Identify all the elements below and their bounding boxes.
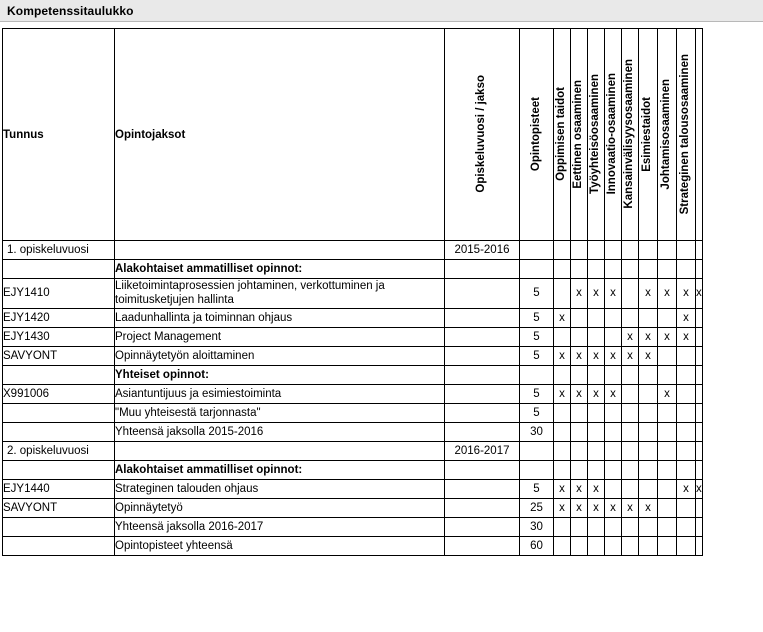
header-col-label: Innovaatio-osaaminen bbox=[606, 73, 619, 195]
cell-code: EJY1430 bbox=[3, 327, 115, 346]
header-col-label: Esimiestaidot bbox=[641, 96, 654, 172]
cell-competence-mark: x bbox=[588, 346, 605, 365]
cell-competence-mark bbox=[554, 460, 571, 479]
cell-name: Alakohtaiset ammatilliset opinnot: bbox=[115, 460, 445, 479]
cell-competence-mark bbox=[554, 365, 571, 384]
cell-competence-mark: x bbox=[639, 327, 658, 346]
cell-code: EJY1420 bbox=[3, 308, 115, 327]
cell-competence-mark bbox=[696, 327, 703, 346]
cell-competence-mark bbox=[677, 365, 696, 384]
cell-competence-mark bbox=[622, 460, 639, 479]
cell-name: Asiantuntijuus ja esimiestoiminta bbox=[115, 384, 445, 403]
header-col-label: Työyhteisöosaaminen bbox=[589, 74, 602, 194]
cell-jakso bbox=[445, 479, 520, 498]
cell-competence-mark bbox=[658, 403, 677, 422]
cell-competence-mark bbox=[605, 403, 622, 422]
cell-competence-mark bbox=[639, 517, 658, 536]
cell-competence-mark bbox=[639, 479, 658, 498]
cell-competence-mark bbox=[696, 241, 703, 260]
cell-competence-mark: x bbox=[588, 498, 605, 517]
cell-competence-mark bbox=[571, 241, 588, 260]
cell-competence-mark bbox=[605, 260, 622, 279]
cell-competence-mark bbox=[571, 460, 588, 479]
cell-competence-mark bbox=[554, 441, 571, 460]
cell-name: Yhteensä jaksolla 2016-2017 bbox=[115, 517, 445, 536]
table-row bbox=[3, 279, 703, 309]
cell-name: Opintopisteet yhteensä bbox=[115, 536, 445, 555]
header-col-label: Oppimisen taidot bbox=[555, 87, 568, 181]
table-row bbox=[3, 498, 703, 517]
table-row bbox=[3, 536, 703, 555]
cell-competence-mark bbox=[658, 346, 677, 365]
cell-competence-mark bbox=[588, 536, 605, 555]
cell-competence-mark bbox=[605, 308, 622, 327]
cell-competence-mark bbox=[677, 422, 696, 441]
header-jakso bbox=[445, 29, 520, 241]
table-head bbox=[3, 29, 703, 241]
header-col-johtamisosaaminen bbox=[658, 29, 677, 241]
cell-code: EJY1440 bbox=[3, 479, 115, 498]
table-row bbox=[3, 460, 703, 479]
cell-competence-mark bbox=[588, 517, 605, 536]
cell-competence-mark: x bbox=[605, 384, 622, 403]
table-row bbox=[3, 479, 703, 498]
header-col-esimiestaidot bbox=[639, 29, 658, 241]
cell-competence-mark bbox=[696, 441, 703, 460]
cell-credits: 5 bbox=[520, 403, 554, 422]
cell-competence-mark bbox=[696, 346, 703, 365]
cell-jakso bbox=[445, 327, 520, 346]
cell-competence-mark bbox=[571, 308, 588, 327]
cell-competence-mark: x bbox=[677, 479, 696, 498]
table-row bbox=[3, 327, 703, 346]
cell-competence-mark bbox=[554, 327, 571, 346]
cell-competence-mark bbox=[588, 260, 605, 279]
cell-jakso bbox=[445, 384, 520, 403]
cell-jakso bbox=[445, 403, 520, 422]
cell-competence-mark: x bbox=[571, 498, 588, 517]
cell-competence-mark: x bbox=[554, 308, 571, 327]
cell-code: SAVYONT bbox=[3, 498, 115, 517]
cell-competence-mark bbox=[605, 441, 622, 460]
cell-credits bbox=[520, 260, 554, 279]
cell-credits: 5 bbox=[520, 479, 554, 498]
cell-competence-mark bbox=[658, 498, 677, 517]
cell-jakso: 2015-2016 bbox=[445, 241, 520, 260]
header-col-innovaatio-osaaminen bbox=[605, 29, 622, 241]
cell-competence-mark: x bbox=[588, 384, 605, 403]
cell-competence-mark bbox=[696, 403, 703, 422]
cell-name: Yhteensä jaksolla 2015-2016 bbox=[115, 422, 445, 441]
cell-jakso bbox=[445, 260, 520, 279]
cell-competence-mark bbox=[622, 279, 639, 309]
cell-jakso bbox=[445, 346, 520, 365]
cell-competence-mark bbox=[605, 479, 622, 498]
cell-credits: 25 bbox=[520, 498, 554, 517]
cell-competence-mark: x bbox=[588, 479, 605, 498]
cell-code: 2. opiskeluvuosi bbox=[3, 441, 115, 460]
cell-competence-mark: x bbox=[658, 327, 677, 346]
cell-competence-mark bbox=[554, 260, 571, 279]
cell-name: "Muu yhteisestä tarjonnasta" bbox=[115, 403, 445, 422]
header-col-label: Opintopisteet bbox=[529, 96, 542, 172]
window-title: Kompetenssitaulukko bbox=[7, 3, 134, 18]
cell-competence-mark bbox=[571, 517, 588, 536]
cell-competence-mark: x bbox=[658, 279, 677, 309]
cell-credits bbox=[520, 241, 554, 260]
table-row bbox=[3, 403, 703, 422]
cell-competence-mark bbox=[696, 422, 703, 441]
cell-competence-mark bbox=[677, 260, 696, 279]
cell-competence-mark bbox=[605, 327, 622, 346]
cell-name: Liiketoimintaprosessien johtaminen, verkottuminen ja toimitusketjujen hallinta bbox=[115, 279, 445, 309]
cell-competence-mark: x bbox=[622, 346, 639, 365]
cell-competence-mark bbox=[677, 241, 696, 260]
cell-competence-mark bbox=[677, 517, 696, 536]
cell-competence-mark bbox=[588, 422, 605, 441]
cell-competence-mark: x bbox=[639, 279, 658, 309]
window-titlebar bbox=[0, 0, 763, 22]
cell-name: Project Management bbox=[115, 327, 445, 346]
cell-competence-mark bbox=[639, 241, 658, 260]
cell-competence-mark bbox=[622, 260, 639, 279]
cell-competence-mark bbox=[677, 536, 696, 555]
cell-competence-mark bbox=[622, 422, 639, 441]
cell-competence-mark bbox=[588, 460, 605, 479]
cell-competence-mark bbox=[639, 308, 658, 327]
cell-competence-mark bbox=[658, 422, 677, 441]
cell-competence-mark bbox=[658, 260, 677, 279]
header-col-label: Eettinen osaaminen bbox=[572, 79, 585, 189]
cell-credits bbox=[520, 365, 554, 384]
cell-competence-mark bbox=[554, 279, 571, 309]
cell-competence-mark bbox=[677, 403, 696, 422]
cell-name: Opinnäytetyön aloittaminen bbox=[115, 346, 445, 365]
cell-competence-mark: x bbox=[696, 279, 703, 309]
cell-competence-mark bbox=[696, 498, 703, 517]
cell-credits: 5 bbox=[520, 384, 554, 403]
cell-credits: 5 bbox=[520, 346, 554, 365]
cell-competence-mark bbox=[605, 517, 622, 536]
header-col-label: Kansainvälisyysosaaminen bbox=[623, 59, 636, 209]
cell-competence-mark: x bbox=[677, 308, 696, 327]
cell-credits bbox=[520, 441, 554, 460]
cell-competence-mark bbox=[658, 441, 677, 460]
cell-jakso: 2016-2017 bbox=[445, 441, 520, 460]
cell-competence-mark bbox=[639, 260, 658, 279]
cell-competence-mark bbox=[588, 241, 605, 260]
cell-jakso bbox=[445, 279, 520, 309]
cell-competence-mark bbox=[677, 498, 696, 517]
cell-name: Alakohtaiset ammatilliset opinnot: bbox=[115, 260, 445, 279]
cell-name: Opinnäytetyö bbox=[115, 498, 445, 517]
table-row bbox=[3, 422, 703, 441]
cell-competence-mark bbox=[605, 460, 622, 479]
cell-name bbox=[115, 241, 445, 260]
cell-competence-mark bbox=[554, 517, 571, 536]
cell-competence-mark: x bbox=[554, 498, 571, 517]
cell-competence-mark bbox=[696, 308, 703, 327]
cell-competence-mark: x bbox=[639, 498, 658, 517]
header-col-eettinen-osaaminen bbox=[571, 29, 588, 241]
cell-competence-mark: x bbox=[677, 327, 696, 346]
cell-code: SAVYONT bbox=[3, 346, 115, 365]
cell-competence-mark bbox=[696, 517, 703, 536]
cell-code bbox=[3, 460, 115, 479]
cell-competence-mark bbox=[639, 365, 658, 384]
table-row bbox=[3, 517, 703, 536]
table-row bbox=[3, 260, 703, 279]
cell-competence-mark bbox=[571, 422, 588, 441]
cell-competence-mark: x bbox=[639, 346, 658, 365]
cell-competence-mark bbox=[639, 441, 658, 460]
table-body bbox=[3, 241, 703, 556]
cell-competence-mark bbox=[639, 403, 658, 422]
cell-competence-mark bbox=[658, 308, 677, 327]
cell-credits: 30 bbox=[520, 517, 554, 536]
cell-credits: 5 bbox=[520, 308, 554, 327]
cell-competence-mark bbox=[658, 517, 677, 536]
header-col-opintopisteet bbox=[520, 29, 554, 241]
competence-table bbox=[2, 28, 703, 556]
cell-competence-mark: x bbox=[571, 346, 588, 365]
cell-jakso bbox=[445, 536, 520, 555]
header-col-strateginen-talousosaaminen bbox=[677, 29, 696, 241]
cell-competence-mark bbox=[605, 241, 622, 260]
cell-competence-mark bbox=[696, 536, 703, 555]
cell-competence-mark bbox=[622, 241, 639, 260]
table-row bbox=[3, 241, 703, 260]
cell-competence-mark bbox=[677, 441, 696, 460]
cell-competence-mark bbox=[658, 536, 677, 555]
cell-competence-mark bbox=[554, 241, 571, 260]
cell-competence-mark: x bbox=[622, 327, 639, 346]
header-code: Tunnus bbox=[3, 29, 115, 241]
cell-name: Yhteiset opinnot: bbox=[115, 365, 445, 384]
cell-competence-mark bbox=[696, 384, 703, 403]
cell-competence-mark bbox=[605, 422, 622, 441]
cell-credits: 5 bbox=[520, 279, 554, 309]
cell-competence-mark bbox=[622, 365, 639, 384]
cell-competence-mark bbox=[571, 327, 588, 346]
cell-competence-mark bbox=[658, 241, 677, 260]
cell-competence-mark: x bbox=[554, 479, 571, 498]
cell-competence-mark bbox=[588, 403, 605, 422]
cell-competence-mark bbox=[677, 460, 696, 479]
header-col-oppimisen-taidot bbox=[554, 29, 571, 241]
cell-credits: 60 bbox=[520, 536, 554, 555]
cell-code bbox=[3, 365, 115, 384]
table-row bbox=[3, 308, 703, 327]
cell-name: Strateginen talouden ohjaus bbox=[115, 479, 445, 498]
cell-code bbox=[3, 422, 115, 441]
cell-competence-mark bbox=[588, 308, 605, 327]
cell-competence-mark bbox=[622, 403, 639, 422]
cell-competence-mark: x bbox=[622, 498, 639, 517]
table-row bbox=[3, 346, 703, 365]
cell-competence-mark bbox=[605, 536, 622, 555]
cell-competence-mark bbox=[622, 384, 639, 403]
cell-competence-mark: x bbox=[554, 384, 571, 403]
cell-credits bbox=[520, 460, 554, 479]
cell-jakso bbox=[445, 308, 520, 327]
cell-code bbox=[3, 536, 115, 555]
cell-competence-mark bbox=[696, 260, 703, 279]
cell-competence-mark bbox=[571, 403, 588, 422]
header-row bbox=[3, 29, 703, 241]
cell-competence-mark bbox=[622, 479, 639, 498]
header-name: Opintojaksot bbox=[115, 29, 445, 241]
cell-competence-mark: x bbox=[605, 279, 622, 309]
header-col-tyoyhteisoosaaminen bbox=[588, 29, 605, 241]
cell-competence-mark bbox=[639, 460, 658, 479]
cell-competence-mark bbox=[571, 536, 588, 555]
cell-code bbox=[3, 260, 115, 279]
cell-competence-mark bbox=[571, 441, 588, 460]
cell-competence-mark: x bbox=[554, 346, 571, 365]
cell-competence-mark bbox=[658, 365, 677, 384]
header-col-kansainvalisyysosaaminen bbox=[622, 29, 639, 241]
cell-code bbox=[3, 403, 115, 422]
table-row bbox=[3, 365, 703, 384]
cell-competence-mark bbox=[588, 441, 605, 460]
cell-competence-mark bbox=[622, 308, 639, 327]
cell-jakso bbox=[445, 422, 520, 441]
cell-competence-mark bbox=[696, 460, 703, 479]
cell-code: X991006 bbox=[3, 384, 115, 403]
cell-competence-mark: x bbox=[677, 279, 696, 309]
table-container bbox=[0, 22, 763, 556]
cell-competence-mark: x bbox=[605, 498, 622, 517]
cell-competence-mark: x bbox=[658, 384, 677, 403]
table-row bbox=[3, 441, 703, 460]
cell-credits: 30 bbox=[520, 422, 554, 441]
cell-competence-mark bbox=[658, 460, 677, 479]
cell-jakso bbox=[445, 517, 520, 536]
cell-name bbox=[115, 441, 445, 460]
cell-competence-mark bbox=[554, 536, 571, 555]
cell-competence-mark bbox=[677, 346, 696, 365]
cell-jakso bbox=[445, 365, 520, 384]
cell-competence-mark bbox=[622, 441, 639, 460]
cell-competence-mark bbox=[639, 422, 658, 441]
cell-competence-mark bbox=[605, 365, 622, 384]
cell-competence-mark bbox=[639, 384, 658, 403]
cell-competence-mark: x bbox=[571, 479, 588, 498]
table-row bbox=[3, 384, 703, 403]
cell-competence-mark bbox=[588, 365, 605, 384]
cell-competence-mark bbox=[622, 536, 639, 555]
cell-code: 1. opiskeluvuosi bbox=[3, 241, 115, 260]
cell-code bbox=[3, 517, 115, 536]
cell-competence-mark bbox=[658, 479, 677, 498]
cell-competence-mark bbox=[571, 365, 588, 384]
cell-code: EJY1410 bbox=[3, 279, 115, 309]
header-col-label: Johtamisosaaminen bbox=[660, 78, 673, 190]
cell-credits: 5 bbox=[520, 327, 554, 346]
cell-competence-mark: x bbox=[588, 279, 605, 309]
header-col-label: Strateginen talousosaaminen bbox=[679, 53, 692, 215]
cell-competence-mark bbox=[639, 536, 658, 555]
cell-competence-mark bbox=[677, 384, 696, 403]
cell-competence-mark bbox=[622, 517, 639, 536]
cell-competence-mark: x bbox=[571, 384, 588, 403]
cell-competence-mark bbox=[571, 260, 588, 279]
header-jakso-label: Opiskeluvuosi / jakso bbox=[475, 75, 488, 193]
cell-competence-mark: x bbox=[605, 346, 622, 365]
cell-competence-mark bbox=[554, 403, 571, 422]
cell-name: Laadunhallinta ja toiminnan ohjaus bbox=[115, 308, 445, 327]
cell-jakso bbox=[445, 498, 520, 517]
cell-competence-mark: x bbox=[571, 279, 588, 309]
cell-competence-mark bbox=[554, 422, 571, 441]
cell-competence-mark bbox=[588, 327, 605, 346]
cell-competence-mark: x bbox=[696, 479, 703, 498]
cell-competence-mark bbox=[696, 365, 703, 384]
cell-jakso bbox=[445, 460, 520, 479]
